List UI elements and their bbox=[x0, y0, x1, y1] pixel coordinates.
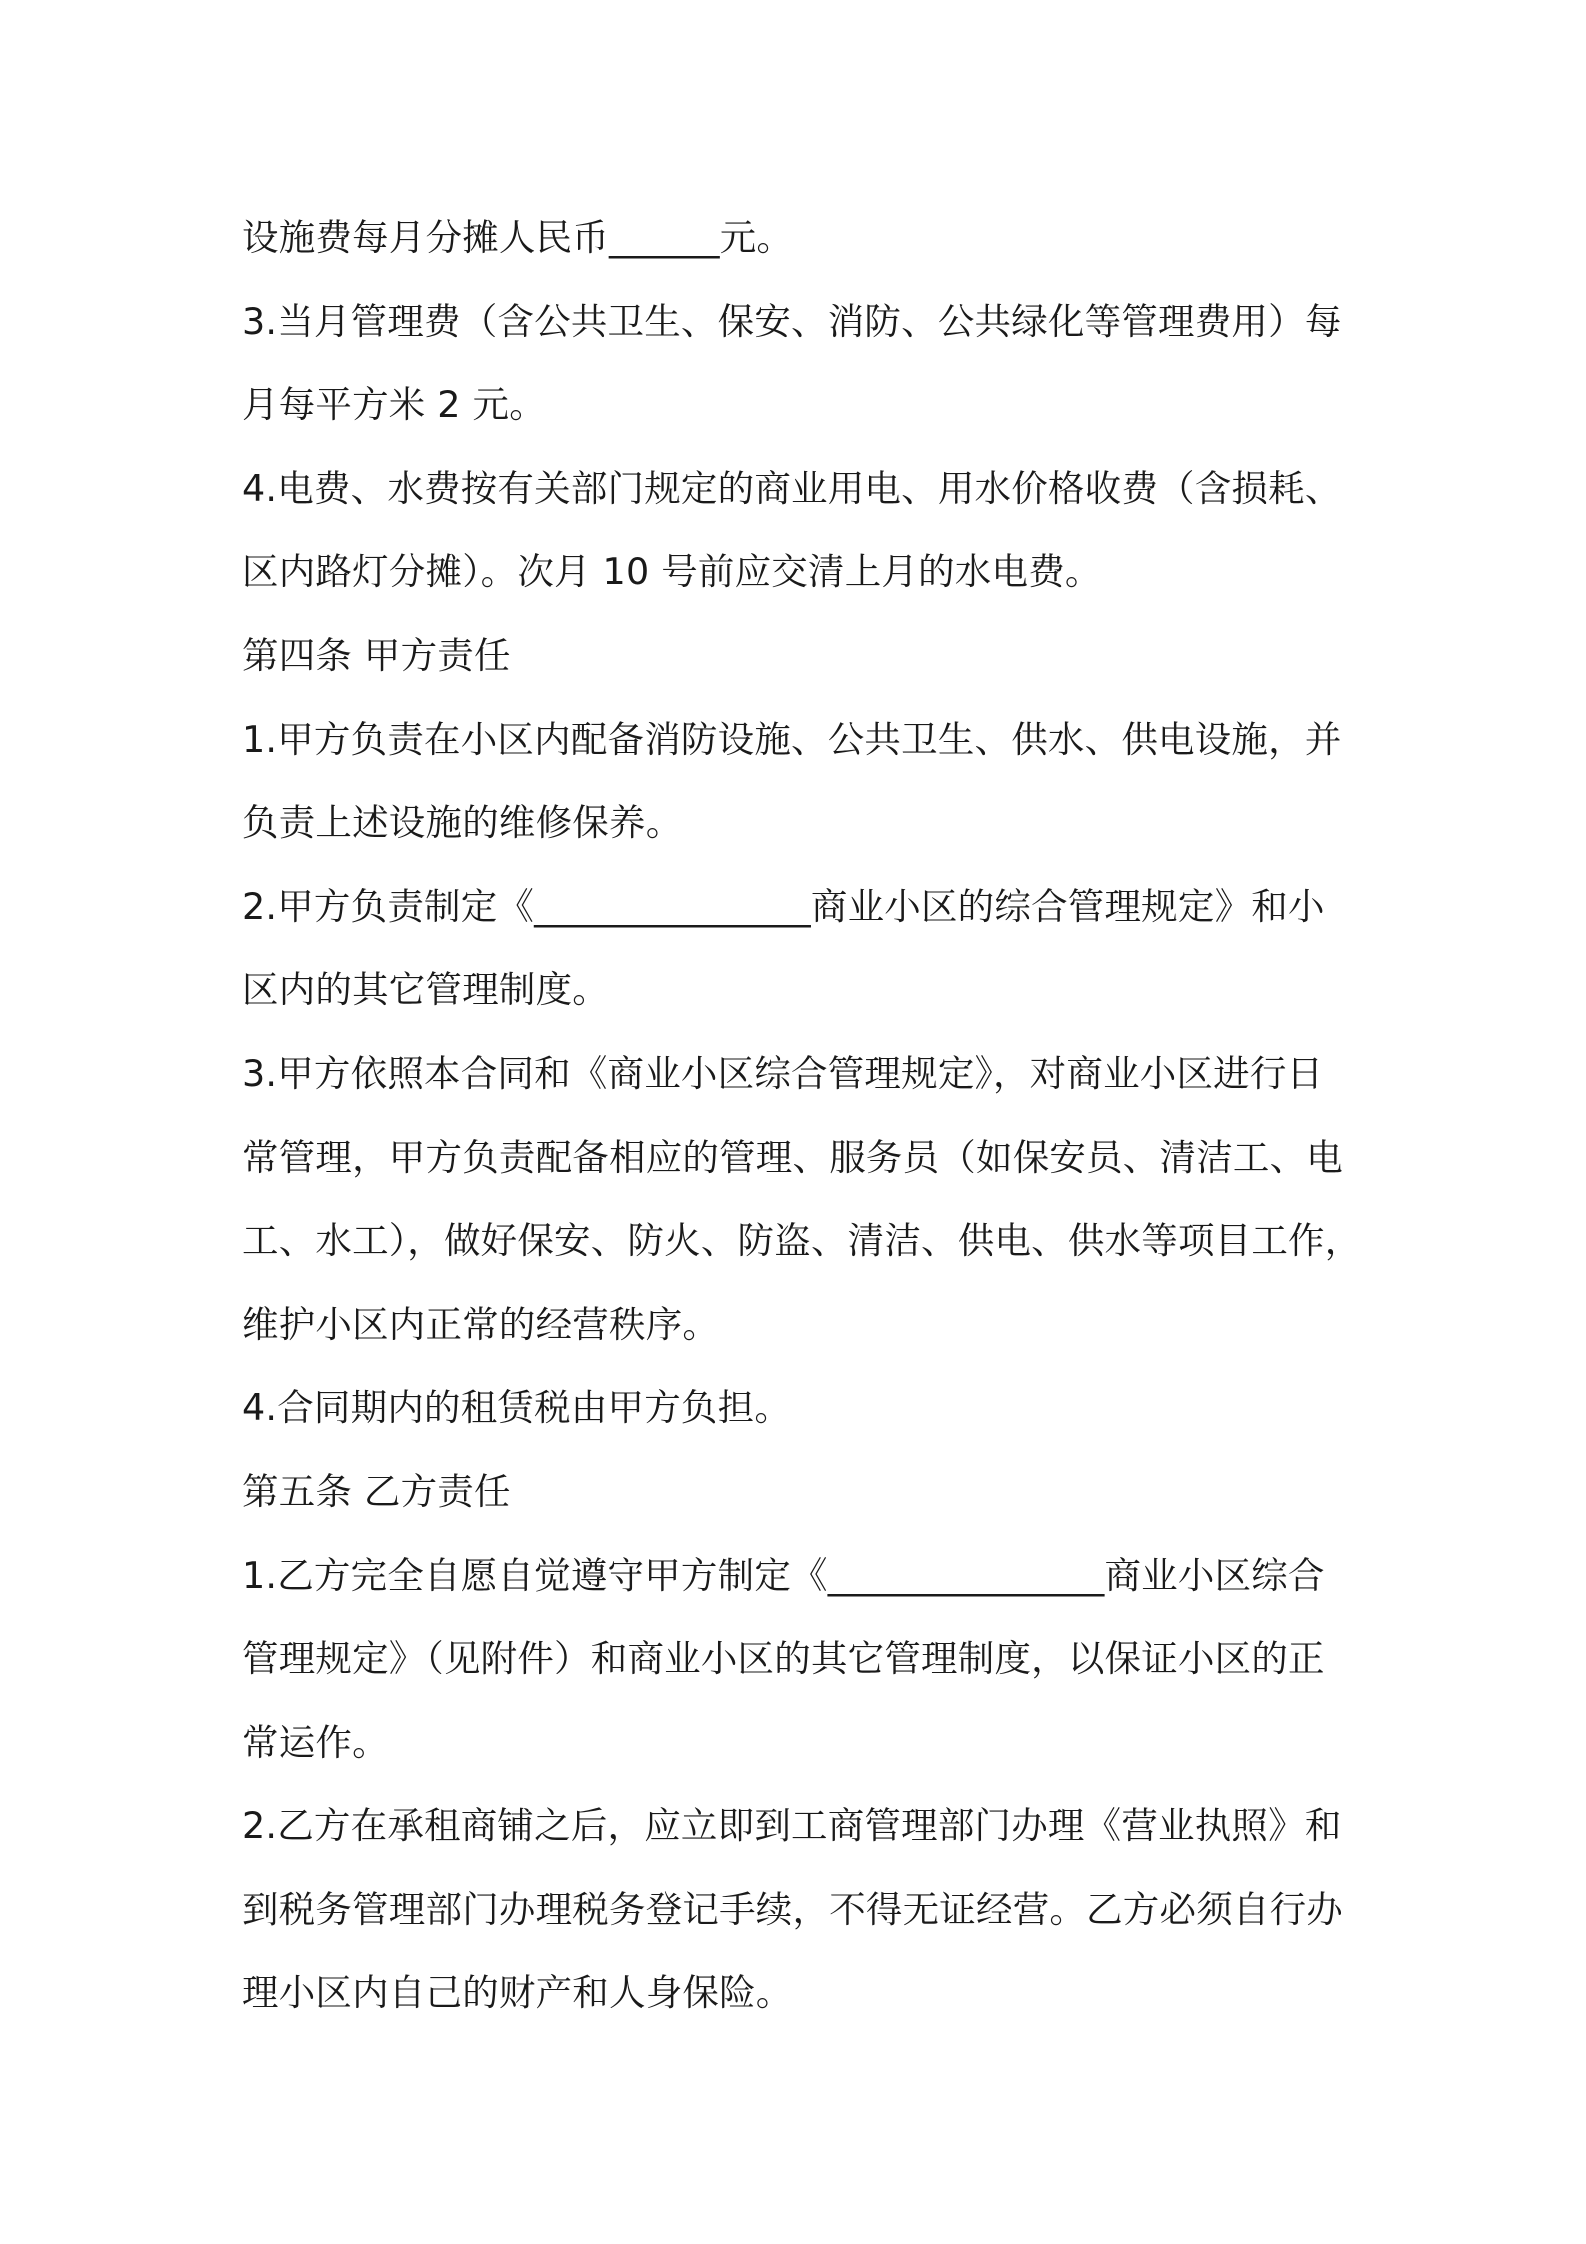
text-line: 负责上述设施的维修保养。 bbox=[242, 801, 683, 845]
text-line: 4.合同期内的租赁税由甲方负担。 bbox=[242, 1386, 792, 1430]
text-line: 1.甲方负责在小区内配备消防设施、公共卫生、供水、供电设施，并 bbox=[242, 717, 1342, 761]
section-heading: 第四条 甲方责任 bbox=[242, 633, 511, 677]
text-line: 3.当月管理费（含公共卫生、保安、消防、公共绿化等管理费用）每 bbox=[242, 299, 1342, 343]
text-line: 4.电费、水费按有关部门规定的商业用电、用水价格收费（含损耗、 bbox=[242, 466, 1342, 510]
contract-text bbox=[242, 196, 1362, 2035]
text-line: 月每平方米 2 元。 bbox=[242, 383, 546, 427]
text-line: 常运作。 bbox=[242, 1720, 389, 1764]
text-line: 设施费每月分摊人民币______元。 bbox=[242, 216, 794, 259]
text-line: 到税务管理部门办理税务登记手续，不得无证经营。乙方必须自行办 bbox=[242, 1887, 1343, 1931]
text-line: 区内路灯分摊）。次月 10 号前应交清上月的水电费。 bbox=[242, 550, 1102, 594]
text-line: 理小区内自己的财产和人身保险。 bbox=[242, 1971, 793, 2015]
text-line: 常管理，甲方负责配备相应的管理、服务员（如保安员、清洁工、电 bbox=[242, 1135, 1343, 1179]
text-line: 管理规定》（见附件）和商业小区的其它管理制度，以保证小区的正 bbox=[242, 1637, 1325, 1681]
text-line: 2.甲方负责制定《_______________商业小区的综合管理规定》和小 bbox=[242, 884, 1325, 928]
text-line: 区内的其它管理制度。 bbox=[242, 968, 609, 1012]
text-line: 维护小区内正常的经营秩序。 bbox=[242, 1302, 720, 1346]
text-line: 工、水工），做好保安、防火、防盗、清洁、供电、供水等项目工作， bbox=[242, 1219, 1362, 1263]
text-line: 2.乙方在承租商铺之后，应立即到工商管理部门办理《营业执照》和 bbox=[242, 1804, 1342, 1848]
text-line: 3.甲方依照本合同和《商业小区综合管理规定》，对商业小区进行日 bbox=[242, 1051, 1324, 1095]
section-heading: 第五条 乙方责任 bbox=[242, 1469, 511, 1513]
text-line: 1.乙方完全自愿自觉遵守甲方制定《_______________商业小区综合 bbox=[242, 1553, 1325, 1597]
